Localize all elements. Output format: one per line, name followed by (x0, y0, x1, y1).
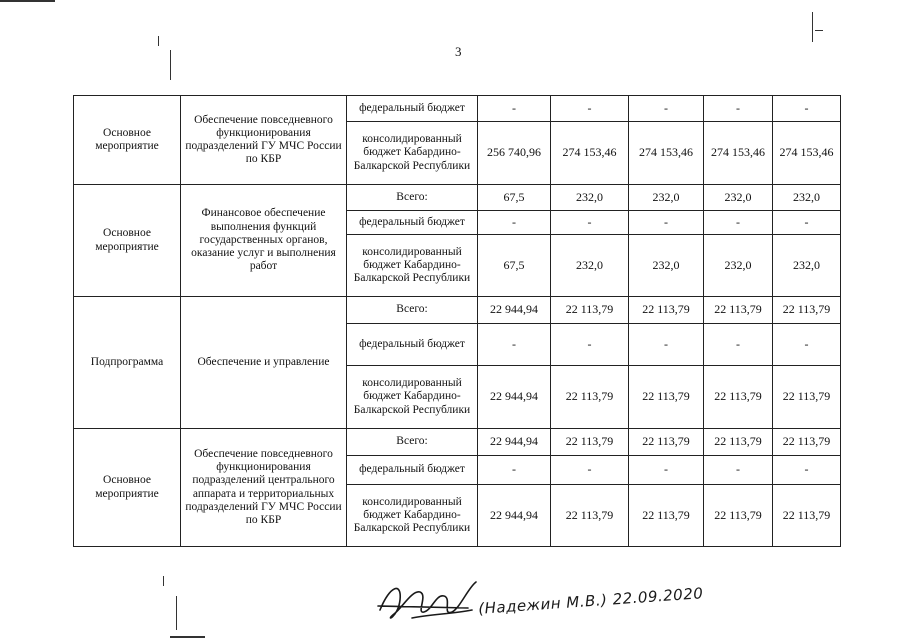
value-cell: 22 113,79 (773, 485, 841, 547)
value-cell: 232,0 (629, 235, 704, 297)
value-cell: 232,0 (704, 235, 773, 297)
scan-mark (815, 30, 823, 31)
level-cell: Основное мероприятие (74, 429, 181, 547)
table-row (74, 429, 841, 456)
source-consolidated: консолидированный бюджет Кабардино-Балкарской Республики (347, 366, 478, 429)
value-cell: 22 113,79 (629, 429, 704, 456)
source-consolidated: консолидированный бюджет Кабардино-Балкарской Республики (347, 235, 478, 297)
scan-mark (0, 0, 55, 2)
value-cell: - (704, 211, 773, 235)
value-cell: - (478, 456, 551, 485)
source-federal: федеральный бюджет (347, 211, 478, 235)
value-cell: 22 113,79 (551, 485, 629, 547)
value-cell: - (704, 96, 773, 122)
value-cell: - (773, 96, 841, 122)
level-cell: Подпрограмма (74, 297, 181, 429)
value-cell: - (478, 324, 551, 366)
scan-mark (176, 596, 177, 630)
source-federal: федеральный бюджет (347, 456, 478, 485)
value-cell: 22 113,79 (629, 297, 704, 324)
value-cell: - (551, 456, 629, 485)
source-federal: федеральный бюджет (347, 324, 478, 366)
scan-mark (170, 50, 171, 80)
value-cell: - (551, 324, 629, 366)
value-cell: 274 153,46 (704, 122, 773, 185)
value-cell: 22 113,79 (773, 366, 841, 429)
value-cell: - (478, 211, 551, 235)
level-cell: Основное мероприятие (74, 96, 181, 185)
value-cell: 232,0 (773, 185, 841, 211)
value-cell: 22 113,79 (551, 297, 629, 324)
value-cell: 67,5 (478, 235, 551, 297)
value-cell: 22 944,94 (478, 297, 551, 324)
value-cell: 22 113,79 (704, 366, 773, 429)
value-cell: - (704, 324, 773, 366)
source-total: Всего: (347, 297, 478, 324)
source-consolidated: консолидированный бюджет Кабардино-Балкарской Республики (347, 485, 478, 547)
value-cell: - (773, 324, 841, 366)
value-cell: - (704, 456, 773, 485)
value-cell: 22 944,94 (478, 429, 551, 456)
value-cell: - (551, 96, 629, 122)
value-cell: - (551, 211, 629, 235)
value-cell: 274 153,46 (551, 122, 629, 185)
value-cell: 232,0 (551, 235, 629, 297)
name-cell: Обеспечение и управление (181, 297, 347, 429)
value-cell: 22 113,79 (704, 429, 773, 456)
signature-text: (Надежин М.В.) 22.09.2020 (477, 584, 704, 618)
value-cell: 22 113,79 (704, 297, 773, 324)
source-total: Всего: (347, 185, 478, 211)
value-cell: 256 740,96 (478, 122, 551, 185)
value-cell: - (629, 211, 704, 235)
value-cell: 232,0 (629, 185, 704, 211)
value-cell: - (629, 456, 704, 485)
value-cell: 274 153,46 (629, 122, 704, 185)
value-cell: 22 113,79 (773, 429, 841, 456)
table-row (74, 185, 841, 211)
scan-mark (163, 576, 164, 586)
signature-scribble (372, 570, 482, 630)
value-cell: 22 113,79 (629, 366, 704, 429)
value-cell: 22 113,79 (629, 485, 704, 547)
value-cell: - (629, 324, 704, 366)
table-row (74, 297, 841, 324)
name-cell: Обеспечение повседневного функционирования подразделений центрального аппарата и территориальных подразделений ГУ МЧС России по КБР (181, 429, 347, 547)
scan-mark (812, 12, 813, 42)
value-cell: 22 944,94 (478, 485, 551, 547)
value-cell: 22 113,79 (551, 429, 629, 456)
name-cell: Финансовое обеспечение выполнения функций государственных органов, оказание услуг и выполнения работ (181, 185, 347, 297)
source-consolidated: консолидированный бюджет Кабардино-Балкарской Республики (347, 122, 478, 185)
value-cell: 22 113,79 (773, 297, 841, 324)
scan-mark (158, 36, 159, 46)
value-cell: 232,0 (551, 185, 629, 211)
table-row (74, 96, 841, 122)
source-total: Всего: (347, 429, 478, 456)
page-number: 3 (455, 44, 462, 59)
value-cell: 274 153,46 (773, 122, 841, 185)
value-cell: 232,0 (704, 185, 773, 211)
value-cell: - (478, 96, 551, 122)
value-cell: 22 113,79 (551, 366, 629, 429)
value-cell: - (773, 456, 841, 485)
source-federal: федеральный бюджет (347, 96, 478, 122)
name-cell: Обеспечение повседневного функционирования подразделений ГУ МЧС России по КБР (181, 96, 347, 185)
value-cell: 22 944,94 (478, 366, 551, 429)
value-cell: 22 113,79 (704, 485, 773, 547)
budget-table (73, 95, 841, 547)
value-cell: 67,5 (478, 185, 551, 211)
scan-mark (170, 636, 205, 638)
value-cell: 232,0 (773, 235, 841, 297)
level-cell: Основное мероприятие (74, 185, 181, 297)
value-cell: - (773, 211, 841, 235)
value-cell: - (629, 96, 704, 122)
